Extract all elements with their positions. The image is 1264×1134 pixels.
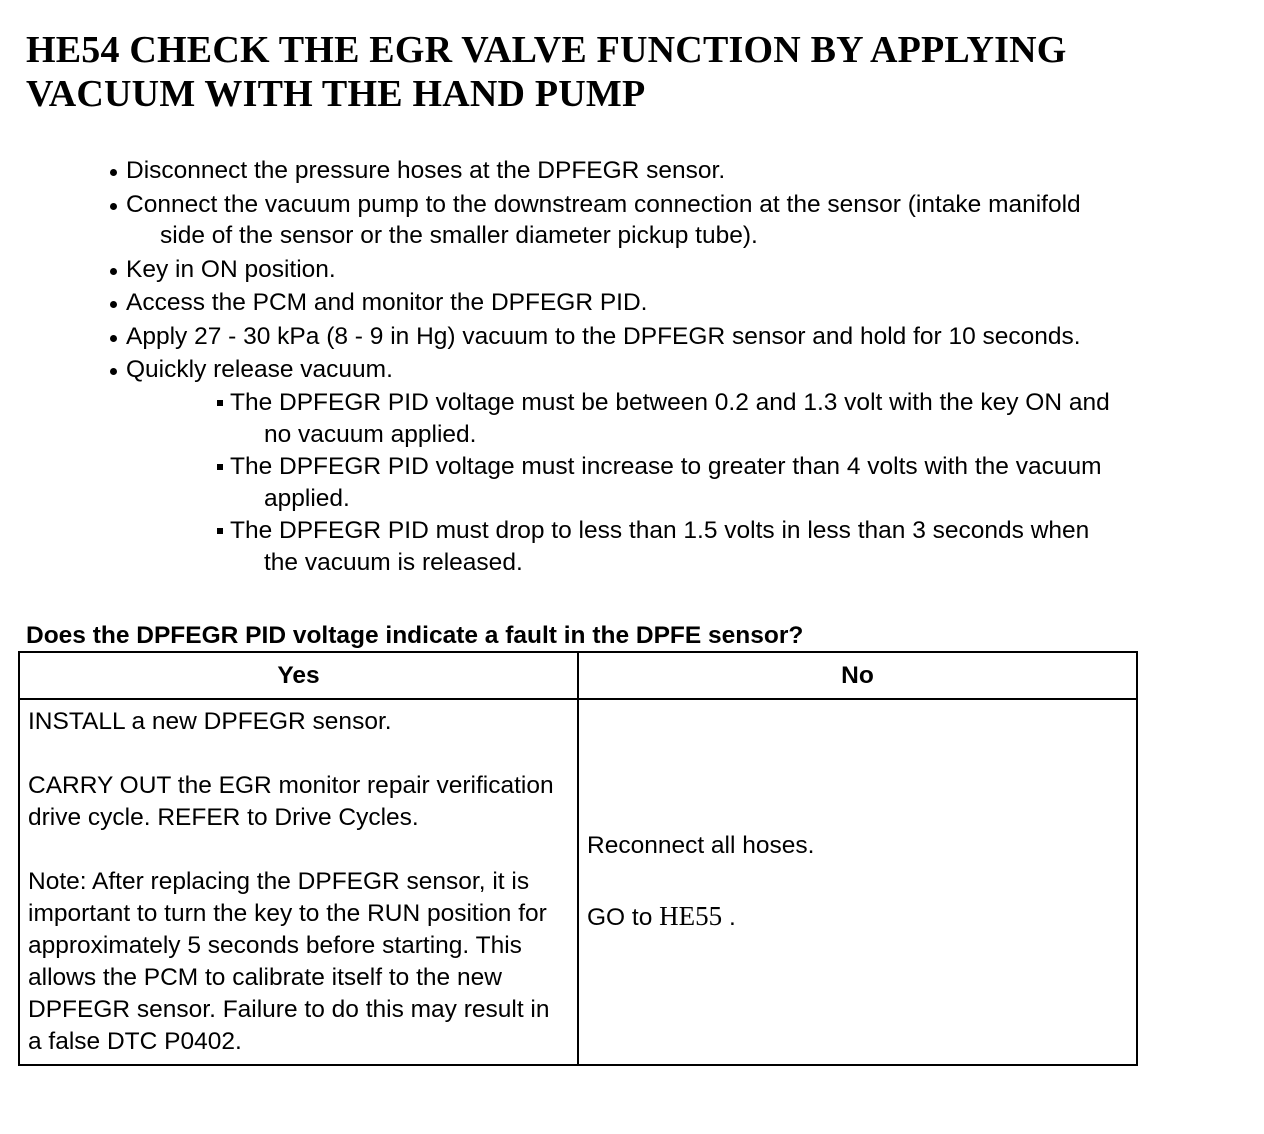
- square-bullet-icon: [217, 464, 223, 470]
- step-text: Quickly release vacuum.: [126, 356, 393, 383]
- yes-cell-note: Note: After replacing the DPFEGR sensor, it is important to turn the key to the RUN position for approximately 5 seconds before starting. This allows the PCM to calibrate itself to the new DPFEGR sensor. Failure to do this may result in a false DTC P0402.: [28, 868, 550, 1055]
- substep-text-continued: applied.: [264, 484, 350, 512]
- square-bullet-icon: [217, 400, 223, 406]
- bullet-icon: [110, 368, 117, 375]
- list-item: [108, 320, 1248, 354]
- list-item: [108, 253, 1248, 287]
- list-item: [108, 188, 1248, 253]
- page-title: HE54 CHECK THE EGR VALVE FUNCTION BY APPLYING VACUUM WITH THE HAND PUMP: [26, 29, 1067, 115]
- bullet-icon: [110, 169, 117, 176]
- step-text: Disconnect the pressure hoses at the DPFEGR sensor.: [126, 157, 726, 184]
- substep-text: The DPFEGR PID voltage must increase to greater than 4 volts with the vacuum: [230, 452, 1102, 480]
- list-item: [108, 154, 1248, 188]
- table-row: [19, 699, 1137, 1065]
- bullet-icon: [110, 301, 117, 308]
- sub-list-item: [214, 387, 1248, 451]
- step-text: Apply 27 - 30 kPa (8 - 9 in Hg) vacuum to the DPFEGR sensor and hold for 10 seconds.: [126, 322, 1081, 350]
- no-cell-text: Reconnect all hoses.: [587, 832, 815, 859]
- list-item: [108, 353, 1248, 579]
- bullet-icon: [110, 335, 117, 342]
- substep-text: The DPFEGR PID must drop to less than 1.5 volts in less than 3 seconds when: [230, 516, 1090, 544]
- goto-line: [587, 900, 1128, 934]
- list-item: [108, 286, 1248, 320]
- sub-list-item: [214, 515, 1248, 579]
- no-column-header: No: [578, 652, 1137, 699]
- substep-text-continued: the vacuum is released.: [264, 548, 523, 576]
- substep-text: The DPFEGR PID voltage must be between 0.2 and 1.3 volt with the key ON and: [230, 388, 1110, 416]
- question-heading: Does the DPFEGR PID voltage indicate a fault in the DPFE sensor?: [26, 622, 804, 649]
- step-text-continued: side of the sensor or the smaller diameter pickup tube).: [160, 222, 758, 249]
- no-cell: [578, 699, 1137, 1065]
- yes-cell-text: CARRY OUT the EGR monitor repair verification drive cycle. REFER to Drive Cycles.: [28, 772, 554, 831]
- yes-cell-text: INSTALL a new DPFEGR sensor.: [28, 708, 392, 735]
- sub-list-item: [214, 451, 1248, 515]
- square-bullet-icon: [217, 528, 223, 534]
- goto-suffix: .: [722, 904, 736, 931]
- yes-column-header: Yes: [19, 652, 578, 699]
- step-text: Connect the vacuum pump to the downstream connection at the sensor (intake manifold: [126, 190, 1081, 218]
- substeps: [214, 387, 1248, 579]
- table-header-row: [19, 652, 1137, 699]
- bullet-icon: [110, 268, 117, 275]
- step-text: Access the PCM and monitor the DPFEGR PID.: [126, 289, 648, 316]
- goto-prefix: GO to: [587, 904, 660, 931]
- goto-he55-link[interactable]: HE55: [659, 901, 723, 931]
- step-text: Key in ON position.: [126, 255, 336, 283]
- yes-cell: [19, 699, 578, 1065]
- substep-text-continued: no vacuum applied.: [264, 420, 477, 448]
- procedure-steps: [108, 154, 1248, 579]
- answer-table: [18, 651, 1138, 1066]
- bullet-icon: [110, 203, 117, 210]
